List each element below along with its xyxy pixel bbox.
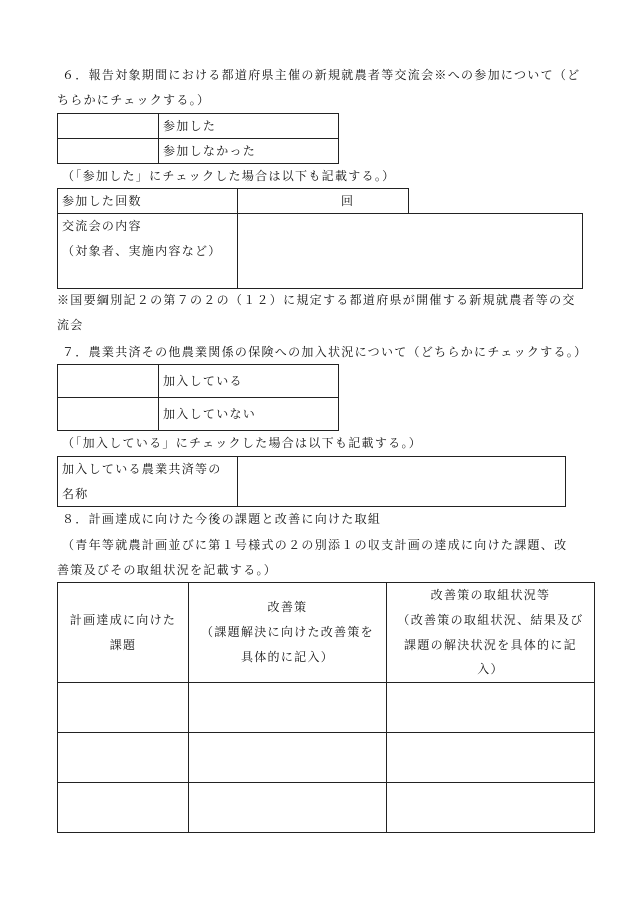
insurance-name-label-cell [57,456,238,507]
section6-note: （「参加した」にチェックした場合は以下も記載する。） [62,169,396,183]
not-enrolled-option [158,397,339,431]
exchange-content-label-cell [57,213,238,289]
row1-measure-field[interactable] [188,682,387,733]
not-participated-option [158,138,339,164]
row2-progress-field[interactable] [386,732,595,783]
participation-count-label-cell [57,188,238,214]
footnote-line2: 流会 [57,318,84,332]
participated-checkbox-cell[interactable] [57,113,159,139]
row2-issue-field[interactable] [57,732,189,783]
footnote-line1: ※国要綱別記２の第７の２の（１２）に規定する都道府県が開催する新規就農者等の交 [57,293,576,307]
not-enrolled-checkbox-cell[interactable] [57,397,159,431]
header-progress-line1: 改善策の取組状況等 [430,588,551,602]
section8-description-line1: （青年等就農計画並びに第１号様式の２の別添１の収支計画の達成に向けた課題、改 [62,538,568,552]
not-enrolled-label: 加入していない [163,406,257,421]
insurance-name-label-line2: 名称 [62,486,89,501]
participated-option [158,113,339,139]
row3-measure-field[interactable] [188,782,387,833]
header-issues-line2: 課題 [109,637,137,652]
participated-label: 参加した [163,118,217,133]
row1-progress-field[interactable] [386,682,595,733]
row3-issue-field[interactable] [57,782,189,833]
participation-count-label: 参加した回数 [62,193,142,208]
not-participated-label: 参加しなかった [163,143,257,158]
row3-progress-field[interactable] [386,782,595,833]
not-participated-checkbox-cell[interactable] [57,138,159,164]
section7-heading: ７．農業共済その他農業関係の保険への加入状況について（どちらかにチェックする。） [62,345,588,359]
exchange-content-label-line2: （対象者、実施内容など） [62,244,222,258]
header-progress-line3: 課題の解決状況を具体的に記 [404,637,577,652]
section6-heading-line1: ６．報告対象期間における都道府県主催の新規就農者等交流会※への参加について（ど [62,68,581,82]
participation-count-field[interactable] [237,188,409,214]
insurance-name-field[interactable] [237,456,566,507]
header-measures [188,582,387,683]
row1-issue-field[interactable] [57,682,189,733]
enrolled-label: 加入している [163,373,243,388]
section6-heading-line2: ちらかにチェックする。） [57,93,211,107]
enrolled-checkbox-cell[interactable] [57,364,159,398]
section8-description-line2: 善策及びその取組状況を記載する。） [57,563,278,577]
header-issues [57,582,189,683]
row2-measure-field[interactable] [188,732,387,783]
header-measures-line3: 具体的に記入） [240,650,335,664]
header-measures-line2: （課題解決に向けた改善策を [201,625,374,639]
exchange-content-label-line1: 交流会の内容 [62,219,142,233]
section8-heading: ８．計画達成に向けた今後の課題と改善に向けた取組 [62,512,382,526]
participation-count-unit: 回 [341,193,355,208]
enrolled-option [158,364,339,398]
header-progress-line4: 入） [477,662,504,677]
exchange-content-field[interactable] [237,213,583,289]
header-progress [386,582,595,683]
header-issues-line1: 計画達成に向けた [69,612,177,627]
section7-note: （「加入している」にチェックした場合は以下も記載する。） [62,436,423,450]
header-measures-line1: 改善策 [267,600,308,614]
header-progress-line2: （改善策の取組状況、結果及び [397,612,584,627]
insurance-name-label-line1: 加入している農業共済等の [62,462,222,476]
